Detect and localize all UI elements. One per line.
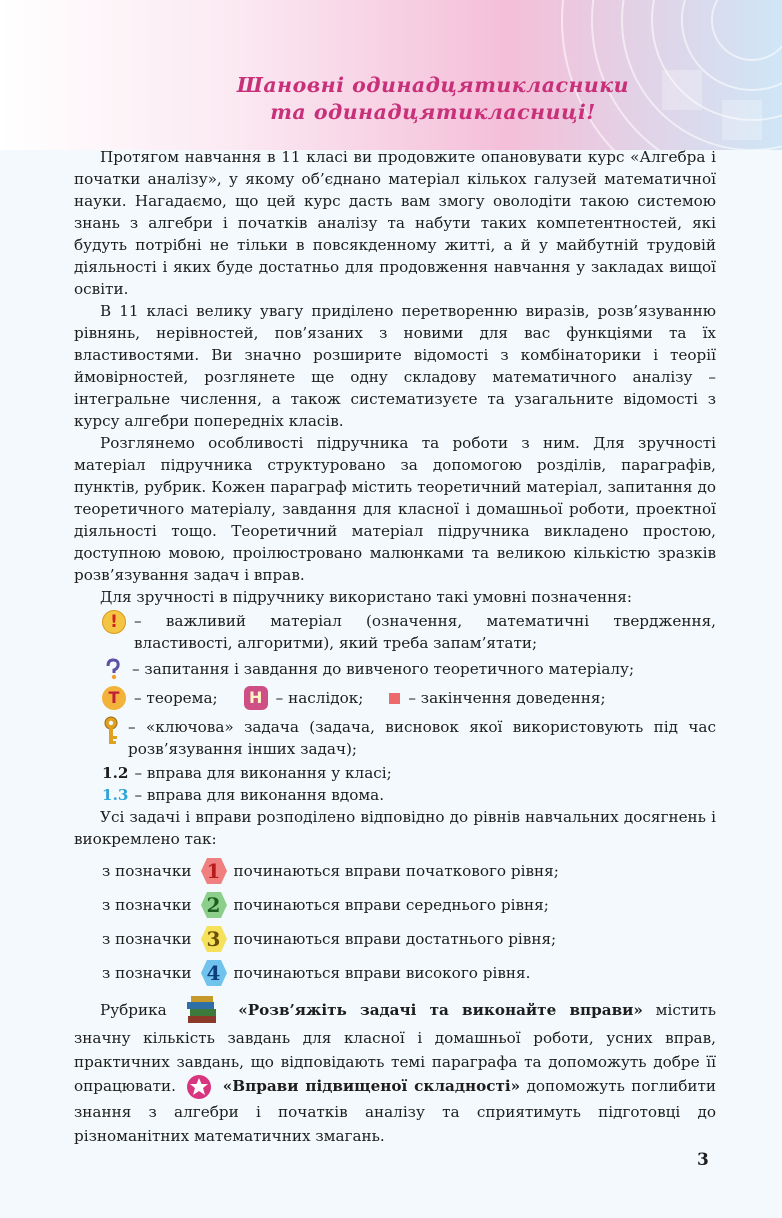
level-row-1	[74, 854, 716, 888]
books-icon	[185, 996, 219, 1026]
page-title	[0, 72, 782, 126]
rubric-prefix: Рубрика	[100, 1001, 167, 1019]
proof-end-icon	[389, 693, 400, 704]
rubric-text-advanced: допоможуть поглибити знання з алгебри і початків аналізу та сприятимуть підготовці до різноманітних математичних змагань.	[74, 1077, 717, 1145]
legend-key-task-text: – «ключова» задача (задача, висновок якої використовують під час розв’язування інших задач);	[128, 718, 716, 758]
level-2-badge: 2	[200, 891, 228, 919]
level-3-badge: 3	[200, 925, 228, 953]
page-number: 3	[697, 1150, 709, 1170]
theorem-icon: Т	[102, 686, 126, 710]
level-prefix: з позначки	[102, 896, 192, 914]
legend-questions	[74, 658, 716, 680]
level-prefix: з позначки	[102, 930, 192, 948]
class-exercise-text: – вправа для виконання у класі;	[134, 764, 392, 782]
level-text: починаються вправи початкового рівня;	[233, 862, 559, 880]
home-exercise-text: – вправа для виконання вдома.	[134, 786, 385, 804]
legend-proof-end-text: – закінчення доведення;	[408, 689, 606, 707]
rubric-text: містить значну кількість завдань для класної і домашньої роботи, усних вправ, практичних завдань, що відповідають темі параграфа та допоможуть добре її опрацювати.	[74, 1001, 717, 1095]
legend-important	[74, 610, 716, 654]
paragraph-legend-intro: Для зручності в підручнику використано такі умовні позначення:	[100, 588, 632, 606]
exclamation-icon: !	[102, 610, 126, 634]
title-line-2: та одинадцятикласниці!	[270, 100, 596, 124]
rubric-paragraph	[74, 996, 716, 1148]
star-icon	[186, 1074, 212, 1100]
key-icon	[102, 716, 120, 746]
main-content	[74, 146, 716, 1148]
home-exercise-number: 1.3	[102, 786, 129, 804]
legend-home-exercise	[74, 784, 716, 806]
legend-theorem-text: – теорема;	[134, 689, 218, 707]
level-prefix: з позначки	[102, 964, 192, 982]
levels-intro: Усі задачі і вправи розподілено відповідно до рівнів навчальних досягнень і виокремлено так:	[74, 808, 716, 848]
legend-theorem-row	[74, 686, 716, 710]
rubric-name: «Розв’яжіть задачі та виконайте вправи»	[238, 1001, 643, 1019]
paragraph-2: В 11 класі велику увагу приділено перетворенню виразів, розв’язуванню рівнянь, нерівностей, пов’язаних з новими для вас функціями та їх властивостями. Ви значно розширите відомості з комбінаторики і теорії ймовірностей, розглянете ще одну складову математичного аналізу – інтегральне числення, а також систематизуєте та узагальните відомості з курсу алгебри попередніх класів.	[74, 302, 716, 430]
level-prefix: з позначки	[102, 862, 192, 880]
question-icon	[102, 658, 124, 680]
legend-key-task	[74, 716, 716, 760]
level-text: починаються вправи високого рівня.	[233, 964, 531, 982]
title-line-1: Шановні одинадцятикласники	[236, 73, 630, 97]
legend-class-exercise	[74, 762, 716, 784]
level-text: починаються вправи достатнього рівня;	[233, 930, 557, 948]
paragraph-3: Розглянемо особливості підручника та роботи з ним. Для зручності матеріал підручника структуровано за допомогою розділів, параграфів, пунктів, рубрик. Кожен параграф містить теоретичний матеріал, запитання до теоретичного матеріалу, завдання для класної і домашньої роботи, проектної діяльності тощо. Теоретичний матеріал підручника викладено простою, доступною мовою, проілюстровано малюнками та великою кількістю зразків розв’язування задач і вправ.	[74, 434, 716, 584]
legend-questions-text: – запитання і завдання до вивченого теоретичного матеріалу;	[132, 660, 635, 678]
level-text: починаються вправи середнього рівня;	[233, 896, 549, 914]
legend-important-text: – важливий матеріал (означення, математичні твердження, властивості, алгоритми), який треба запам’ятати;	[134, 612, 716, 652]
corollary-icon: Н	[244, 686, 268, 710]
level-row-3	[74, 922, 716, 956]
rubric-name-advanced: «Вправи підвищеної складності»	[222, 1077, 521, 1095]
legend-corollary-text: – наслідок;	[275, 689, 364, 707]
level-row-4	[74, 956, 716, 990]
level-row-2	[74, 888, 716, 922]
level-1-badge: 1	[200, 857, 228, 885]
class-exercise-number: 1.2	[102, 764, 129, 782]
paragraph-1: Протягом навчання в 11 класі ви продовжите опановувати курс «Алгебра і початки аналізу», у якому об’єднано матеріал кількох галузей математичної науки. Нагадаємо, що цей курс дасть вам змогу оволодіти такою системою знань з алгебри і початків аналізу та набути таких компетентностей, які будуть потрібні не тільки в повсякденному житті, а й у майбутній трудовій діяльності і яких буде достатньо для продовження навчання у закладах вищої освіти.	[74, 148, 716, 298]
level-4-badge: 4	[200, 959, 228, 987]
